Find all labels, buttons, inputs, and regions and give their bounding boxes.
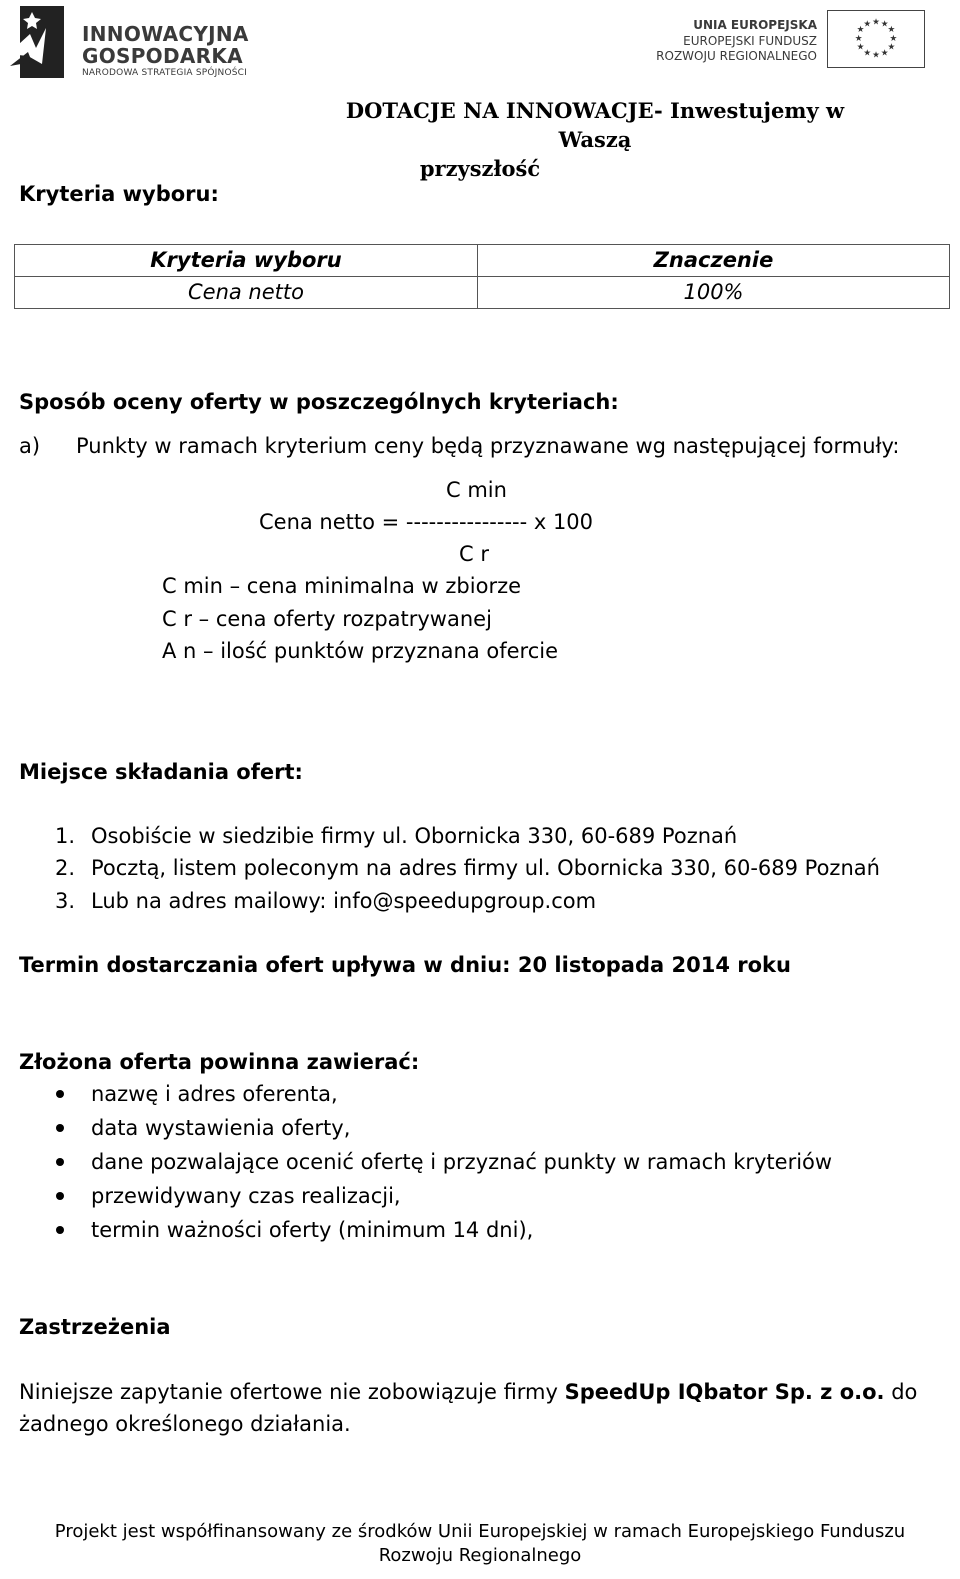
logo-right-line2: EUROPEJSKI FUNDUSZ xyxy=(683,34,817,48)
submission-item-number: 2. xyxy=(55,856,76,880)
svg-text:★: ★ xyxy=(872,50,880,61)
reservations-text-line2: żadnego określonego działania. xyxy=(19,1412,351,1436)
criteria-table xyxy=(14,244,950,309)
svg-text:★: ★ xyxy=(863,48,872,59)
submission-item-text xyxy=(91,888,596,914)
logo-left-line1: INNOWACYJNA xyxy=(82,22,249,46)
formula-numerator: C min xyxy=(446,478,507,502)
svg-text:★: ★ xyxy=(872,17,880,28)
formula-legend-item: A n – ilość punktów przyznana ofercie xyxy=(162,639,559,663)
svg-text:★: ★ xyxy=(863,19,872,30)
eu-fund-logo xyxy=(640,10,925,74)
criteria-heading: Kryteria wyboru: xyxy=(19,182,219,206)
svg-text:★: ★ xyxy=(889,33,898,44)
submission-item-number: 1. xyxy=(55,824,76,848)
company-name: SpeedUp IQbator Sp. z o.o. xyxy=(564,1380,885,1404)
logo-right-line1: UNIA EUROPEJSKA xyxy=(693,18,817,32)
bullet-icon xyxy=(56,1124,64,1132)
formula-legend-item: C min – cena minimalna w zbiorze xyxy=(162,574,522,598)
formula-main: Cena netto = ---------------- x 100 xyxy=(259,510,594,534)
submission-item-label: Lub na adres mailowy: xyxy=(91,889,327,913)
bullet-icon xyxy=(56,1090,64,1098)
bullet-icon xyxy=(56,1192,64,1200)
footer-line2: Rozwoju Regionalnego xyxy=(378,1545,582,1566)
svg-text:★: ★ xyxy=(856,42,865,53)
innowacyjna-gospodarka-logo xyxy=(6,4,256,84)
reservations-text-before: Niniejsze zapytanie ofertowe nie zobowiązuje firmy xyxy=(19,1380,558,1404)
svg-text:★: ★ xyxy=(880,19,889,30)
submission-heading: Miejsce składania ofert: xyxy=(19,760,303,784)
list-item-text: termin ważności oferty (minimum 14 dni), xyxy=(91,1218,534,1242)
evaluation-heading: Sposób oceny oferty w poszczególnych kryteriach: xyxy=(19,390,619,414)
table-header-cell: Kryteria wyboru xyxy=(15,245,478,277)
svg-text:★: ★ xyxy=(887,25,896,36)
reservations-text-after: do xyxy=(891,1380,918,1404)
svg-text:★: ★ xyxy=(880,48,889,59)
submission-item-number: 3. xyxy=(55,889,76,913)
list-item-text: nazwę i adres oferenta, xyxy=(91,1082,338,1106)
formula-denominator: C r xyxy=(459,542,489,566)
table-cell: Cena netto xyxy=(15,277,478,309)
formula-legend-item: C r – cena oferty rozpatrywanej xyxy=(162,607,492,631)
bullet-icon xyxy=(56,1158,64,1166)
eu-flag-icon xyxy=(827,10,925,68)
email-link[interactable]: info@speedupgroup.com xyxy=(333,889,597,913)
submission-item-text: Osobiście w siedzibie firmy ul. Obornicka 330, 60-689 Poznań xyxy=(91,824,738,848)
reservations-heading: Zastrzeżenia xyxy=(19,1315,171,1339)
document-title xyxy=(0,96,960,183)
logo-left-line2: GOSPODARKA xyxy=(82,44,243,68)
table-cell: 100% xyxy=(478,277,950,309)
title-line2: przyszłość xyxy=(419,156,541,181)
reservations-text-line1 xyxy=(19,1379,917,1405)
list-item-text: data wystawienia oferty, xyxy=(91,1116,351,1140)
table-row xyxy=(15,277,950,309)
submission-item-text: Pocztą, listem poleconym na adres firmy ul. Obornicka 330, 60-689 Poznań xyxy=(91,856,880,880)
table-header-cell: Znaczenie xyxy=(478,245,950,277)
list-item-text: przewidywany czas realizacji, xyxy=(91,1184,401,1208)
logo-left-line3: NARODOWA STRATEGIA SPÓJNOŚCI xyxy=(82,68,247,78)
offer-contents-heading: Złożona oferta powinna zawierać: xyxy=(19,1050,420,1074)
evaluation-item-text: Punkty w ramach kryterium ceny będą przyznawane wg następującej formuły: xyxy=(76,434,900,458)
logo-mark-icon xyxy=(6,4,66,80)
svg-text:★: ★ xyxy=(854,33,863,44)
logo-right-line3: ROZWOJU REGIONALNEGO xyxy=(656,49,817,63)
footer-line1: Projekt jest współfinansowany ze środków Unii Europejskiej w ramach Europejskiego Funduszu xyxy=(54,1521,906,1542)
svg-text:★: ★ xyxy=(856,25,865,36)
bullet-icon xyxy=(56,1226,64,1234)
evaluation-item-marker: a) xyxy=(19,434,41,458)
svg-text:★: ★ xyxy=(887,42,896,53)
table-header-row xyxy=(15,245,950,277)
title-line1: DOTACJE NA INNOWACJE- Inwestujemy w Waszą xyxy=(345,98,845,152)
list-item-text: dane pozwalające ocenić ofertę i przyznać punkty w ramach kryteriów xyxy=(91,1150,833,1174)
deadline-text: Termin dostarczania ofert upływa w dniu: 20 listopada 2014 roku xyxy=(19,953,791,977)
